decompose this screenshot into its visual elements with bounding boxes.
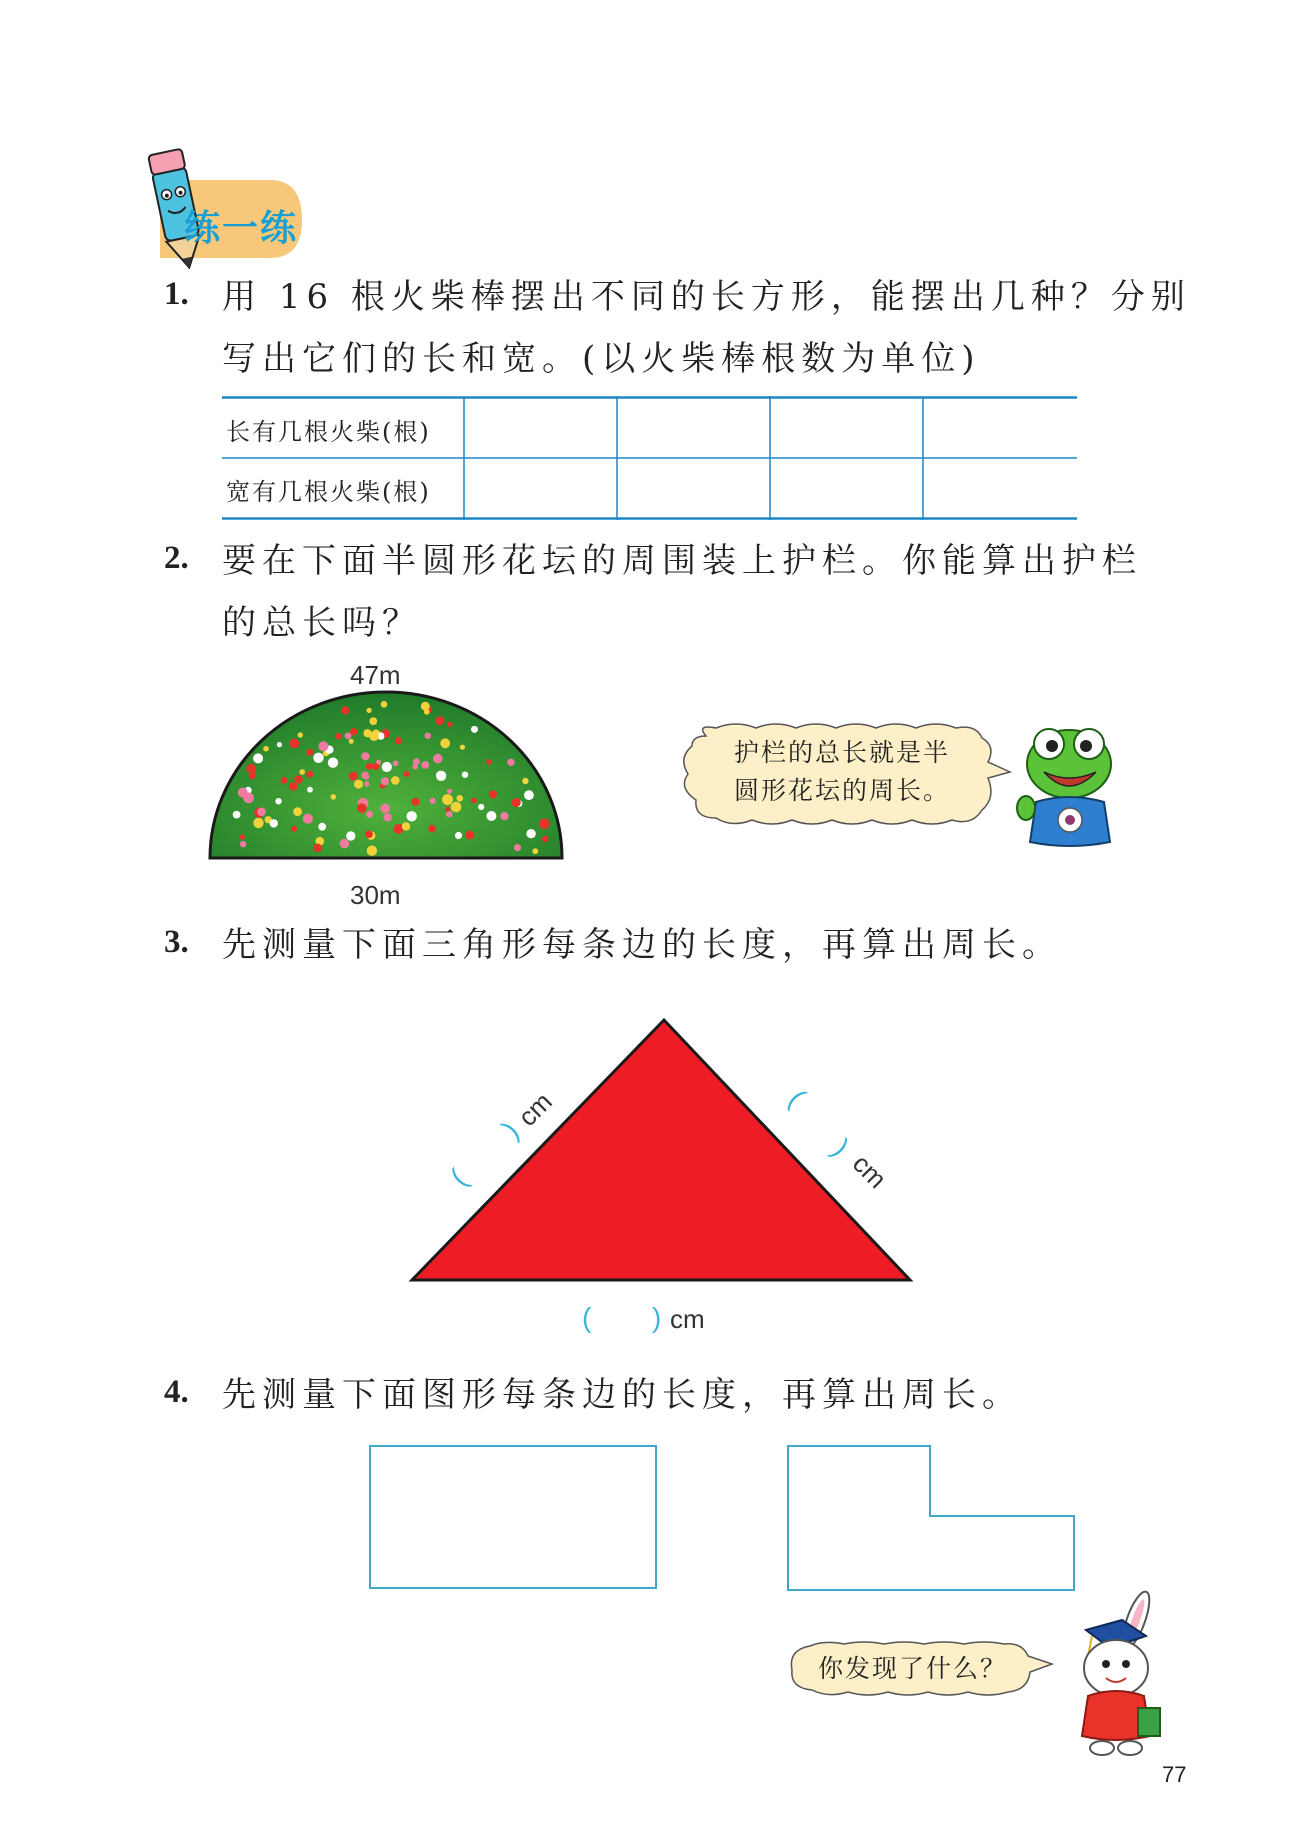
flower-dot <box>369 717 377 725</box>
flower-dot <box>303 814 313 824</box>
flower-dot <box>372 763 379 770</box>
right-open-paren: ( <box>782 1083 812 1112</box>
flower-dot <box>341 706 349 714</box>
flower-dot <box>366 763 373 770</box>
flower-dot <box>512 798 521 807</box>
flower-dot <box>335 733 341 739</box>
flower-dot <box>277 742 282 747</box>
semicircle-arc-label: 47m <box>350 660 401 690</box>
flower-dot <box>447 789 452 794</box>
flower-dot <box>381 777 389 785</box>
flower-dot <box>354 780 363 789</box>
flower-dot <box>340 839 350 849</box>
flower-dot <box>367 708 372 713</box>
flower-dot <box>328 758 338 768</box>
bottom-unit: cm <box>670 1304 705 1334</box>
flower-dot <box>507 759 514 766</box>
flower-dot <box>412 764 418 770</box>
flower-dot <box>462 772 468 778</box>
flower-dot <box>500 812 508 820</box>
table-row-label-width: 宽有几根火柴(根) <box>226 478 431 506</box>
semicircle-diameter-label: 30m <box>350 880 401 910</box>
flower-dot <box>526 829 535 838</box>
flower-dot <box>436 771 446 781</box>
flower-dot <box>289 782 298 791</box>
flower-dot <box>364 781 369 786</box>
question-4-number: 4. <box>164 1374 189 1410</box>
flower-dot <box>407 811 417 821</box>
flower-dot <box>257 808 266 817</box>
flower-dot <box>318 741 328 751</box>
flower-dot <box>253 818 263 828</box>
flower-dot <box>253 753 263 763</box>
flower-dot <box>246 764 256 774</box>
flower-dot <box>446 811 453 818</box>
question-3-line-1: 先测量下面三角形每条边的长度，再算出周长。 <box>222 925 1062 965</box>
flower-dot <box>345 733 352 740</box>
flower-dot <box>381 701 388 708</box>
flower-dot <box>293 807 302 816</box>
flower-dot <box>298 732 303 737</box>
frog-mascot-icon <box>1014 722 1124 852</box>
flower-dot <box>425 733 431 739</box>
flower-dot <box>240 834 245 839</box>
flower-dot <box>522 778 528 784</box>
flower-dot <box>291 826 297 832</box>
flower-dot <box>240 841 246 847</box>
flower-dot <box>233 811 241 819</box>
flower-dot <box>421 761 429 769</box>
flower-dot <box>367 846 377 856</box>
flower-dot <box>532 848 538 854</box>
bottom-open-paren: ( <box>582 1302 592 1333</box>
flower-dot <box>361 752 369 760</box>
question-2-line-1: 要在下面半圆形花坛的周围装上护栏。你能算出护栏 <box>222 541 1142 581</box>
flower-dot <box>270 819 278 827</box>
flower-dot <box>428 825 436 833</box>
frog-bubble-line-1: 护栏的总长就是半 <box>734 738 951 767</box>
flower-dot <box>281 777 288 784</box>
flower-dot <box>349 772 358 781</box>
flower-bed-semicircle <box>206 686 566 866</box>
flower-dot <box>306 749 313 756</box>
flower-dot <box>436 716 445 725</box>
flower-dot <box>451 802 462 813</box>
flower-dot <box>524 790 534 800</box>
section-header <box>120 140 320 270</box>
question-3-number: 3. <box>164 924 189 960</box>
l-shape <box>786 1444 1076 1592</box>
flower-dot <box>318 823 326 831</box>
flower-dot <box>433 754 443 764</box>
flower-dot <box>365 830 373 838</box>
flower-dot <box>455 832 462 839</box>
flower-dot <box>243 793 254 804</box>
flower-dot <box>514 844 521 851</box>
flower-dot <box>380 804 390 814</box>
flower-dot <box>263 746 269 752</box>
flower-dot <box>440 738 450 748</box>
question-2-line-2: 的总长吗？ <box>222 603 422 643</box>
question-1-line-1: 用 16 根火柴棒摆出不同的长方形，能摆出几种？分别 <box>222 277 1191 317</box>
left-close-paren: ) <box>496 1115 525 1144</box>
rabbit-mascot-icon <box>1058 1590 1178 1760</box>
flower-dot <box>486 811 496 821</box>
right-unit: cm <box>846 1148 893 1195</box>
table-row-label-length: 长有几根火柴(根) <box>226 418 431 446</box>
flower-dot <box>294 775 302 783</box>
flower-dot <box>471 798 477 804</box>
flower-dot <box>393 761 399 767</box>
flower-dot <box>542 836 548 842</box>
left-open-paren: ( <box>444 1163 473 1192</box>
flower-dot <box>539 819 550 830</box>
question-4-line-1: 先测量下面图形每条边的长度，再算出周长。 <box>222 1375 1022 1415</box>
flower-dot <box>350 728 357 735</box>
flower-dot <box>384 813 392 821</box>
section-title: 练一练 <box>184 208 299 249</box>
triangle-left-side-blank <box>440 1080 590 1210</box>
rabbit-bubble-text: 你发现了什么？ <box>818 1654 1008 1683</box>
flower-dot <box>411 798 419 806</box>
flower-dot <box>391 776 400 785</box>
flower-dot <box>445 807 450 812</box>
flower-dot <box>478 804 484 810</box>
flower-dot <box>366 811 373 818</box>
flower-dot <box>346 831 355 840</box>
flower-dot <box>404 771 410 777</box>
flower-dot <box>313 753 323 763</box>
flower-dot <box>369 731 379 741</box>
bottom-close-paren: ) <box>652 1302 662 1333</box>
rabbit-speech-bubble <box>784 1640 1054 1698</box>
flower-dot <box>361 772 369 780</box>
flower-dot <box>457 795 464 802</box>
question-1-number: 1. <box>164 276 189 312</box>
triangle-right-side-blank <box>770 1070 920 1210</box>
flower-dot <box>275 798 281 804</box>
flower-dot <box>486 759 492 765</box>
flower-dot <box>421 702 430 711</box>
flower-dot <box>430 798 436 804</box>
flower-dot <box>447 722 452 727</box>
flower-dot <box>307 787 313 793</box>
right-close-paren: ) <box>826 1133 856 1162</box>
frog-speech-bubble <box>676 722 1012 828</box>
flower-dot <box>402 822 410 830</box>
flower-dot <box>313 844 322 853</box>
triangle-bottom-blank <box>578 1300 738 1340</box>
page-number: 77 <box>1162 1762 1187 1787</box>
question-1-line-2: 写出它们的长和宽。(以火柴棒根数为单位) <box>222 339 981 379</box>
flower-dot <box>382 762 392 772</box>
left-unit: cm <box>512 1086 558 1133</box>
flower-dot <box>331 794 337 800</box>
rectangle-shape <box>368 1444 658 1592</box>
flower-dot <box>489 790 497 798</box>
matchstick-table <box>222 396 1077 520</box>
flower-dot <box>299 769 305 775</box>
flower-dot <box>349 739 354 744</box>
flower-dot <box>306 771 313 778</box>
flower-dot <box>465 831 474 840</box>
frog-bubble-line-2: 圆形花坛的周长。 <box>734 776 951 805</box>
flower-dot <box>357 803 367 813</box>
flower-dot <box>395 737 402 744</box>
flower-dot <box>460 745 465 750</box>
flower-dot <box>289 739 299 749</box>
flower-dot <box>442 794 453 805</box>
question-2-number: 2. <box>164 540 189 576</box>
flower-dot <box>471 726 478 733</box>
